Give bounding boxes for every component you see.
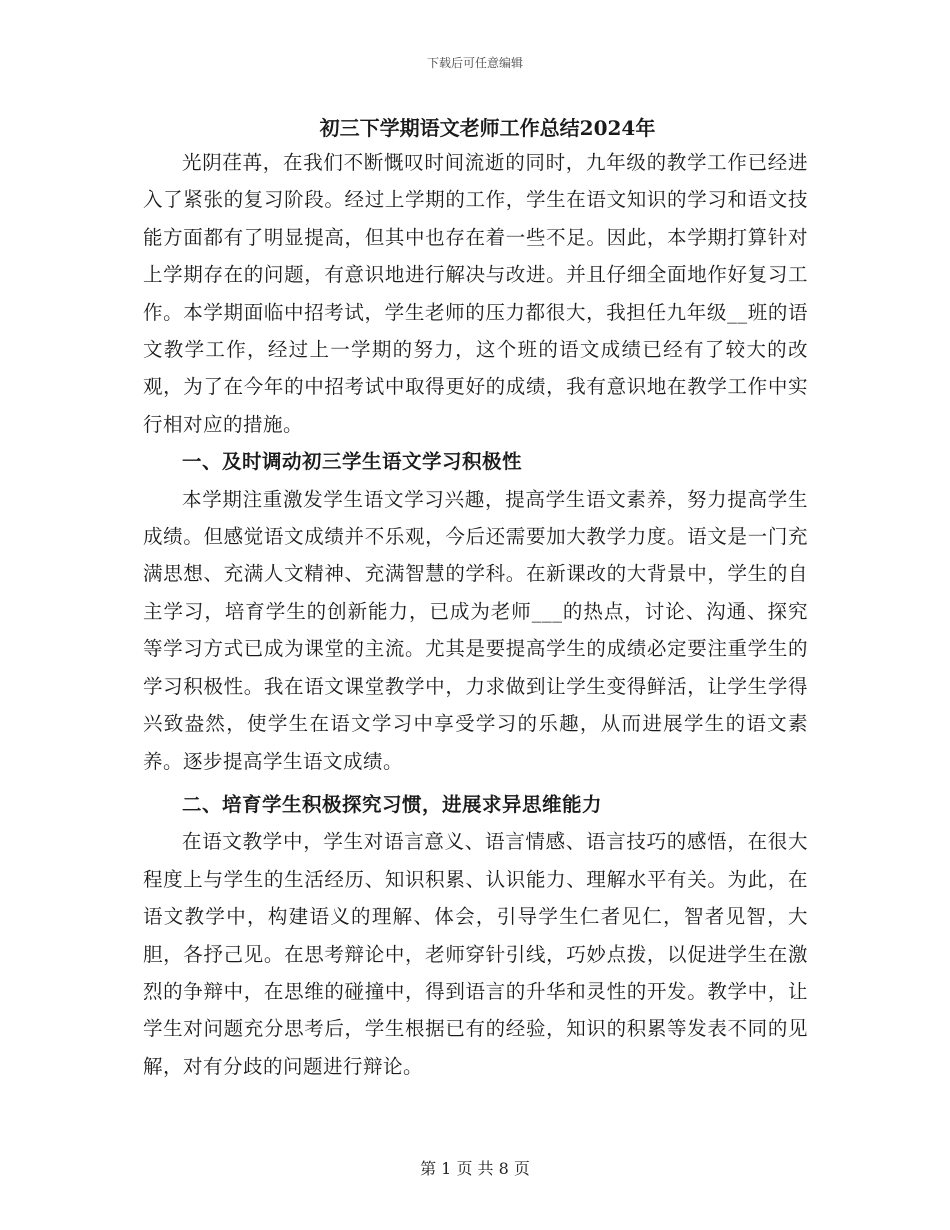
section-body-1: 本学期注重激发学生语文学习兴趣，提高学生语文素养，努力提高学生成绩。但感觉语文成绩并不乐观，今后还需要加大教学力度。语文是一门充满思想、充满人文精神、充满智慧的学科。在新课改的大背景中，学生的自主学习，培育学生的创新能力，已成为老师___的热点，讨论、沟通、探究等学习方式已成为课堂的主流。尤其是要提高学生的成绩必定要注重学生的学习积极性。我在语文课堂教学中，力求做到让学生变得鲜活，让学生学得兴致盎然，使学生在语文学习中享受学习的乐趣，从而进展学生的语文素养。逐步提高学生语文成绩。	[143, 487, 808, 773]
page-number: 第 1 页 共 8 页	[420, 1159, 530, 1178]
document-title: 初三下学期语文老师工作总结2024年	[319, 116, 656, 140]
section-heading-2: 二、培育学生积极探究习惯，进展求异思维能力	[182, 792, 603, 816]
intro-paragraph: 光阴荏苒，在我们不断慨叹时间流逝的同时，九年级的教学工作已经进入了紧张的复习阶段。经过上学期的工作，学生在语文知识的学习和语文技能方面都有了明显提高，但其中也存在着一些不足。因此，本学期打算针对上学期存在的问题，有意识地进行解决与改进。并且仔细全面地作好复习工作。本学期面临中招考试，学生老师的压力都很大，我担任九年级__班的语文教学工作，经过上一学期的努力，这个班的语文成绩已经有了较大的改观，为了在今年的中招考试中取得更好的成绩，我有意识地在教学工作中实行相对应的措施。	[143, 151, 808, 436]
section-body-2: 在语文教学中，学生对语言意义、语言情感、语言技巧的感悟，在很大程度上与学生的生活经历、知识积累、认识能力、理解水平有关。为此，在语文教学中，构建语义的理解、体会，引导学生仁者见仁，智者见智，大胆，各抒己见。在思考辩论中，老师穿针引线，巧妙点拨，以促进学生在激烈的争辩中，在思维的碰撞中，得到语言的升华和灵性的开发。教学中，让学生对问题充分思考后，学生根据已有的经验，知识的积累等发表不同的见解，对有分歧的问题进行辩论。	[143, 830, 808, 1078]
section-heading-1: 一、及时调动初三学生语文学习积极性	[182, 450, 523, 474]
document-body	[143, 112, 808, 1085]
page-header: 下载后可任意编辑	[426, 56, 523, 70]
